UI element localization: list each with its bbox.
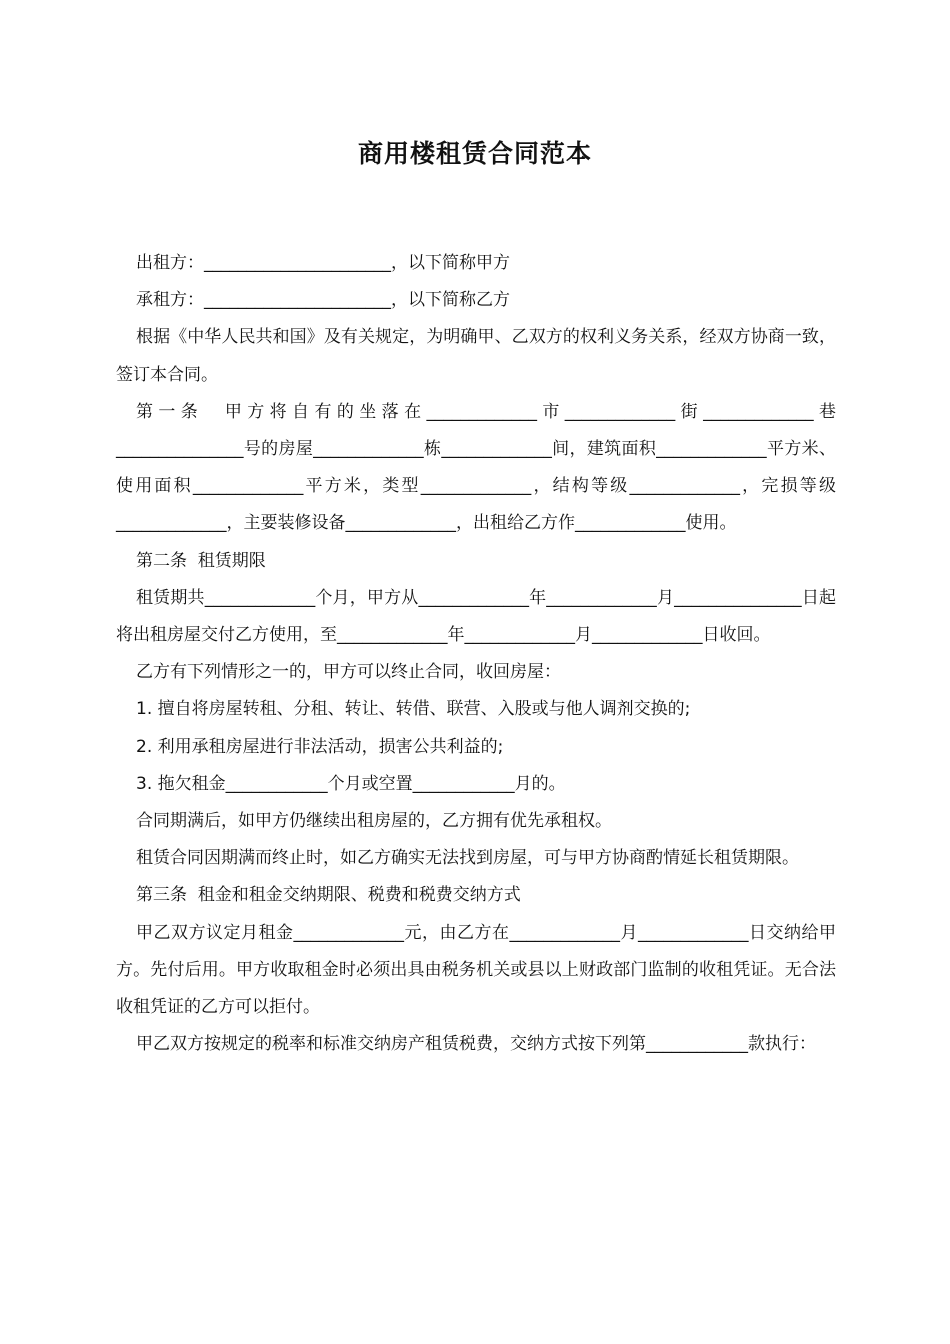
paragraph-lessor: 出租方：______________________，以下简称甲方 <box>136 253 510 273</box>
document-title: 商用楼租赁合同范本 <box>357 139 592 168</box>
list-item-3: 3. 拖欠租金____________个月或空置____________月的。 <box>136 773 566 794</box>
list-item-1: 1. 擅自将房屋转租、分租、转让、转借、联营、入股或与他人调剂交换的; <box>136 699 691 720</box>
heading-article-3: 第三条 租金和租金交纳期限、税费和税费交纳方式 <box>136 885 521 906</box>
document-body <box>116 245 836 1063</box>
list-item-2: 2. 利用承租房屋进行非法活动，损害公共利益的; <box>136 736 504 757</box>
paragraph-termination-intro: 乙方有下列情形之一的，甲方可以终止合同，收回房屋： <box>136 662 561 683</box>
paragraph-tax: 甲乙双方按规定的税率和标准交纳房产租赁税费，交纳方式按下列第____________款执行： <box>136 1034 816 1055</box>
paragraph-lessee: 承租方：______________________，以下简称乙方 <box>136 290 510 311</box>
paragraph-extension: 租赁合同因期满而终止时，如乙方确实无法找到房屋，可与甲方协商酌情延长租赁期限。 <box>136 848 799 869</box>
heading-article-2: 第二条 租赁期限 <box>136 550 266 571</box>
paragraph-priority-lease: 合同期满后，如甲方仍继续出租房屋的，乙方拥有优先承租权。 <box>136 811 612 832</box>
paragraph-preamble: 根据《中华人民共和国》及有关规定，为明确甲、乙双方的权利义务关系，经双方协商一致，签订本合同。 <box>116 327 836 385</box>
paragraph-article-1: 第一条 甲方将自有的坐落在_____________市_____________街_____________巷_______________号的房屋_____________栋_____________间，建筑面积_____________平方米、使用面积_____________平方米，类型_____________，结构等级_____________，完损等级_____________，主要装修设备_____________，出租给乙方作_____________使用。 <box>116 401 836 534</box>
paragraph-lease-term: 租赁期共_____________个月，甲方从_____________年_____________月_______________日起将出租房屋交付乙方使用，至_____________年_____________月_____________日收回。 <box>116 587 836 646</box>
paragraph-rent: 甲乙双方议定月租金_____________元，由乙方在_____________月_____________日交纳给甲方。先付后用。甲方收取租金时必须出具由税务机关或县以上财政部门监制的收租凭证。无合法收租凭证的乙方可以拒付。 <box>116 922 836 1018</box>
